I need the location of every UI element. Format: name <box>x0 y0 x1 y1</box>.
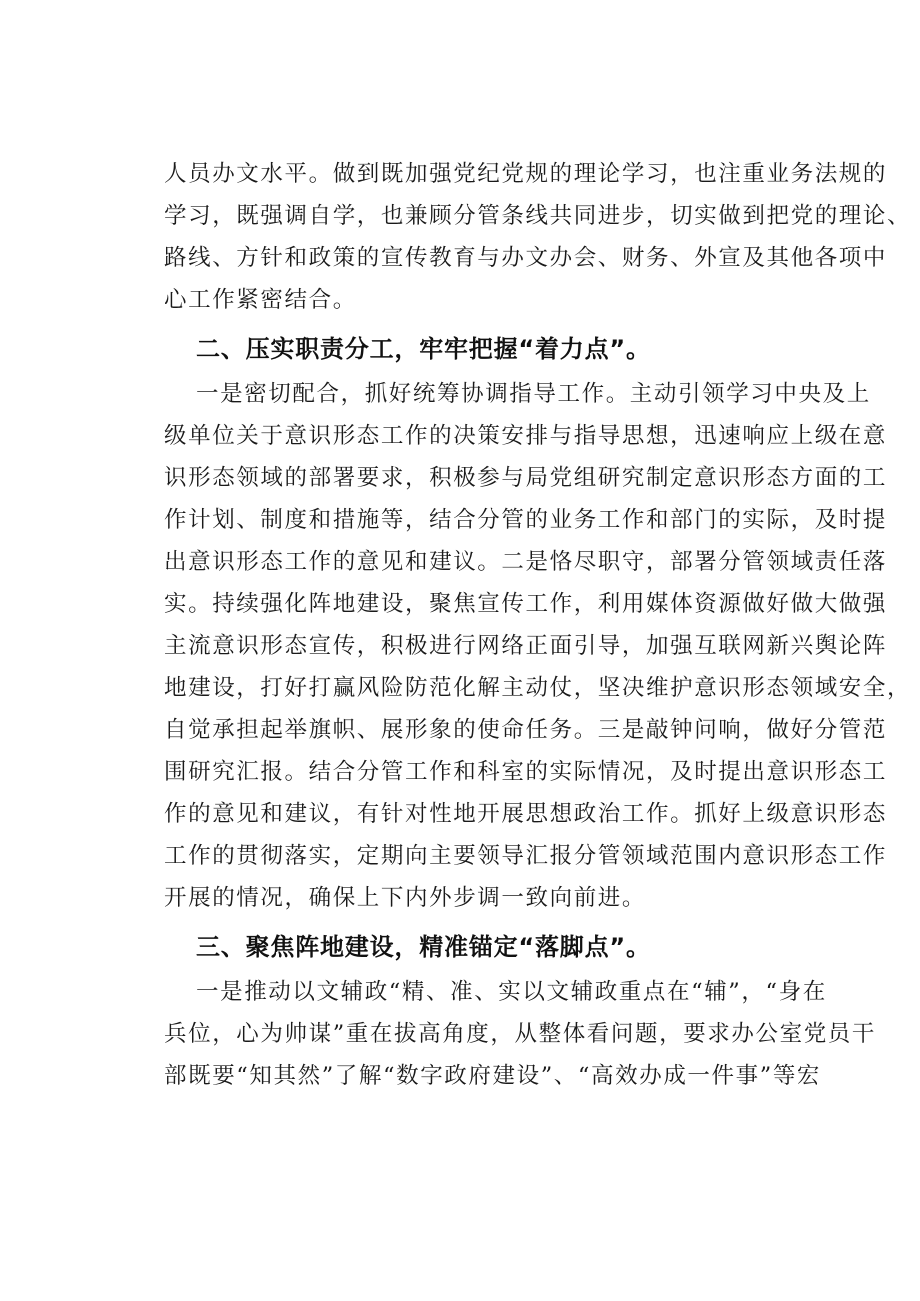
paragraph-line: 自觉承担起举旗帜、展形象的使命任务。三是敲钟问响，做好分管范 <box>164 717 888 743</box>
paragraph-line: 人员办文水平。做到既加强党纪党规的理论学习，也注重业务法规的 <box>164 161 888 187</box>
paragraph-line: 识形态领域的部署要求，积极参与局党组研究制定意识形态方面的工 <box>164 465 888 491</box>
paragraph-line: 主流意识形态宣传，积极进行网络正面引导，加强互联网新兴舆论阵 <box>164 633 888 659</box>
section-heading-2: 二、压实职责分工，牢牢把握“着力点”。 <box>196 335 651 363</box>
paragraph-line: 开展的情况，确保上下内外步调一致向前进。 <box>164 885 647 911</box>
paragraph-line: 出意识形态工作的意见和建议。二是恪尽职守，部署分管领域责任落 <box>164 549 888 575</box>
paragraph-line: 级单位关于意识形态工作的决策安排与指导思想，迅速响应上级在意 <box>164 423 888 449</box>
paragraph-line: 地建设，打好打赢风险防范化解主动仗，坚决维护意识形态领域安全， <box>164 675 912 701</box>
paragraph-line: 学习，既强调自学，也兼顾分管条线共同进步，切实做到把党的理论、 <box>164 203 912 229</box>
section-heading-3: 三、聚焦阵地建设，精准锚定“落脚点”。 <box>196 933 651 961</box>
paragraph-line: 作计划、制度和措施等，结合分管的业务工作和部门的实际，及时提 <box>164 507 888 533</box>
paragraph-line: 兵位，心为帅谋”重在拔高角度，从整体看问题，要求办公室党员干 <box>164 1021 877 1047</box>
paragraph-line: 一是密切配合，抓好统筹协调指导工作。主动引领学习中央及上 <box>196 381 871 407</box>
paragraph-line: 路线、方针和政策的宣传教育与办文办会、财务、外宣及其他各项中 <box>164 245 888 271</box>
paragraph-line: 部既要“知其然”了解“数字政府建设”、“高效办成一件事”等宏 <box>164 1063 822 1089</box>
paragraph-line: 作的意见和建议，有针对性地开展思想政治工作。抓好上级意识形态 <box>164 801 888 827</box>
paragraph-line: 工作的贯彻落实，定期向主要领导汇报分管领域范围内意识形态工作 <box>164 843 888 869</box>
paragraph-line: 实。持续强化阵地建设，聚焦宣传工作，利用媒体资源做好做大做强 <box>164 591 888 617</box>
paragraph-line: 心工作紧密结合。 <box>164 287 357 313</box>
paragraph-line: 一是推动以文辅政“精、准、实以文辅政重点在“辅”，“身在 <box>196 979 827 1005</box>
paragraph-line: 围研究汇报。结合分管工作和科室的实际情况，及时提出意识形态工 <box>164 759 888 785</box>
